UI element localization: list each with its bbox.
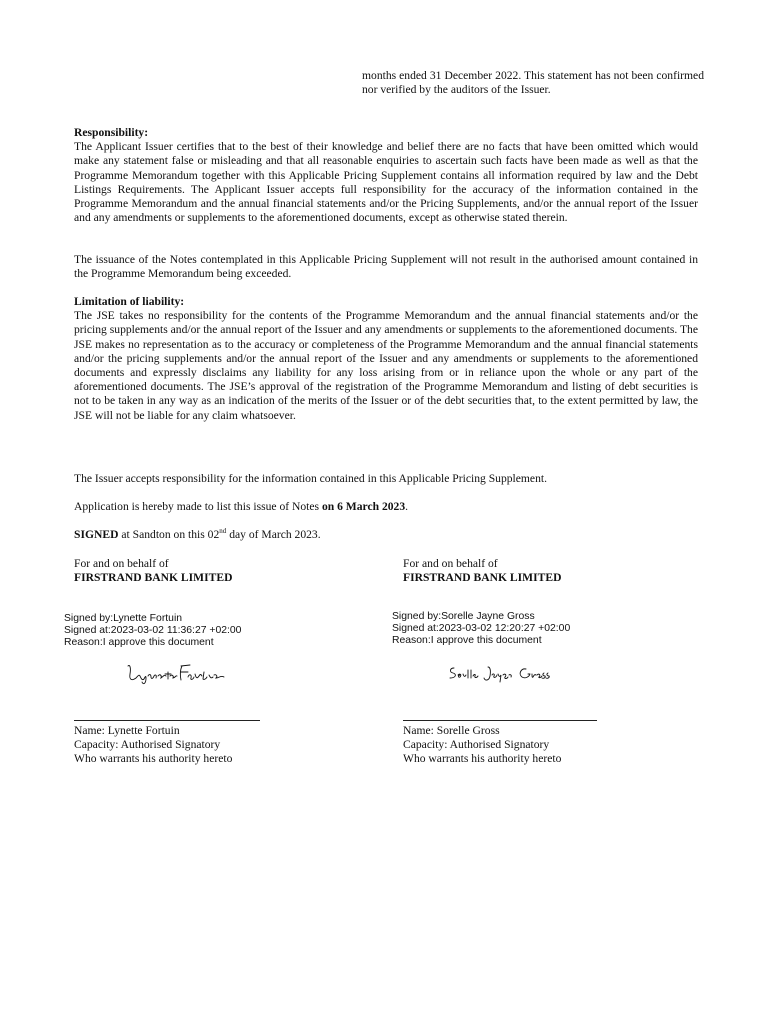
signed-text-after: day of March 2023. xyxy=(229,528,321,541)
application-date: on 6 March 2023 xyxy=(321,500,406,513)
signed-text-before: at Sandton on this 02 xyxy=(121,528,220,541)
application-prefix: Application is hereby made to list this issue of Notes xyxy=(74,500,320,513)
issuance-paragraph: The issuance of the Notes contemplated in this Applicable Pricing Supplement will not result in the authorised amount contained in the Programme Memorandum being exceeded. xyxy=(74,253,698,281)
digital-signed-at-left: Signed at:2023-03-02 11:36:27 +02:00 xyxy=(64,625,242,636)
signatory-details-left xyxy=(74,724,354,767)
accepts-statement: The Issuer accepts responsibility for the information contained in this Applicable Pricing Supplement. xyxy=(74,472,547,485)
limitation-heading: Limitation of liability: xyxy=(74,295,185,308)
handwritten-signature-left xyxy=(124,660,234,686)
signed-superscript: nd xyxy=(219,527,227,536)
behalf-block-right xyxy=(403,557,703,585)
application-statement xyxy=(74,500,698,514)
company-name-right: FIRSTRAND BANK LIMITED xyxy=(403,571,562,585)
signatory-capacity-left: Capacity: Authorised Signatory xyxy=(74,738,221,752)
responsibility-section xyxy=(74,126,698,225)
signatory-details-right xyxy=(403,724,703,767)
company-name-left: FIRSTRAND BANK LIMITED xyxy=(74,571,233,585)
responsibility-heading: Responsibility: xyxy=(74,126,149,139)
digital-reason-right: Reason:I approve this document xyxy=(392,635,542,646)
limitation-body: The JSE takes no responsibility for the contents of the Programme Memorandum and the annual financial statements and/or the pricing supplements and/or the annual report of the Issuer and any amendments or supplements to the aforementioned documents. The JSE makes no representation as to the accuracy or completeness of the Programme Memorandum and the annual financial statements and/or the pricing supplements and/or the annual report of the Issuer and any amendments or supplements to the aforementioned documents and expressly disclaims any liability for any loss arising from or in reliance upon the whole or any part of the aforementioned documents. The JSE’s approval of the registration of the Programme Memorandum and listing of debt securities is not to be taken in any way as an indication of the merits of the Issuer or of the debt securities that, to the extent permitted by law, the JSE will not be liable for any claim whatsoever. xyxy=(74,309,698,422)
signatory-capacity-right: Capacity: Authorised Signatory xyxy=(403,738,550,752)
continuation-paragraph: months ended 31 December 2022. This statement has not been confirmed nor verified by the auditors of the Issuer. xyxy=(362,69,704,97)
application-suffix: . xyxy=(405,500,409,513)
signatory-name-right: Name: Sorelle Gross xyxy=(403,724,500,737)
signed-statement xyxy=(74,528,698,542)
digital-signature-right xyxy=(392,611,672,647)
limitation-section xyxy=(74,295,698,423)
digital-reason-left: Reason:I approve this document xyxy=(64,637,214,648)
signatory-name-left: Name: Lynette Fortuin xyxy=(74,724,180,737)
digital-signed-at-right: Signed at:2023-03-02 12:20:27 +02:00 xyxy=(392,623,571,634)
signature-line-right xyxy=(403,720,597,721)
behalf-label-left: For and on behalf of xyxy=(74,557,169,570)
signatory-warrants-right: Who warrants his authority hereto xyxy=(403,752,562,766)
handwritten-signature-right xyxy=(446,660,556,684)
digital-signature-left xyxy=(64,613,324,649)
signed-label: SIGNED xyxy=(74,528,119,541)
behalf-label-right: For and on behalf of xyxy=(403,557,498,570)
signature-line-left xyxy=(74,720,260,721)
behalf-block-left xyxy=(74,557,354,585)
digital-signed-by-left: Signed by:Lynette Fortuin xyxy=(64,613,183,624)
responsibility-body: The Applicant Issuer certifies that to the best of their knowledge and belief there are no facts that have been omitted which would make any statement false or misleading and that all reasonable enquiries to ascertain such facts have been made as well as that the Programme Memorandum together with this Applicable Pricing Supplement contains all information required by law and the Debt Listings Requirements. The Applicant Issuer accepts full responsibility for the accuracy of the information contained in the Programme Memorandum and the annual financial statements and/or the Pricing Supplements, and/or the annual report of the Issuer and any amendments or supplements to the aforementioned documents, except as otherwise stated therein. xyxy=(74,140,698,225)
signatory-warrants-left: Who warrants his authority hereto xyxy=(74,752,233,766)
digital-signed-by-right: Signed by:Sorelle Jayne Gross xyxy=(392,611,535,622)
